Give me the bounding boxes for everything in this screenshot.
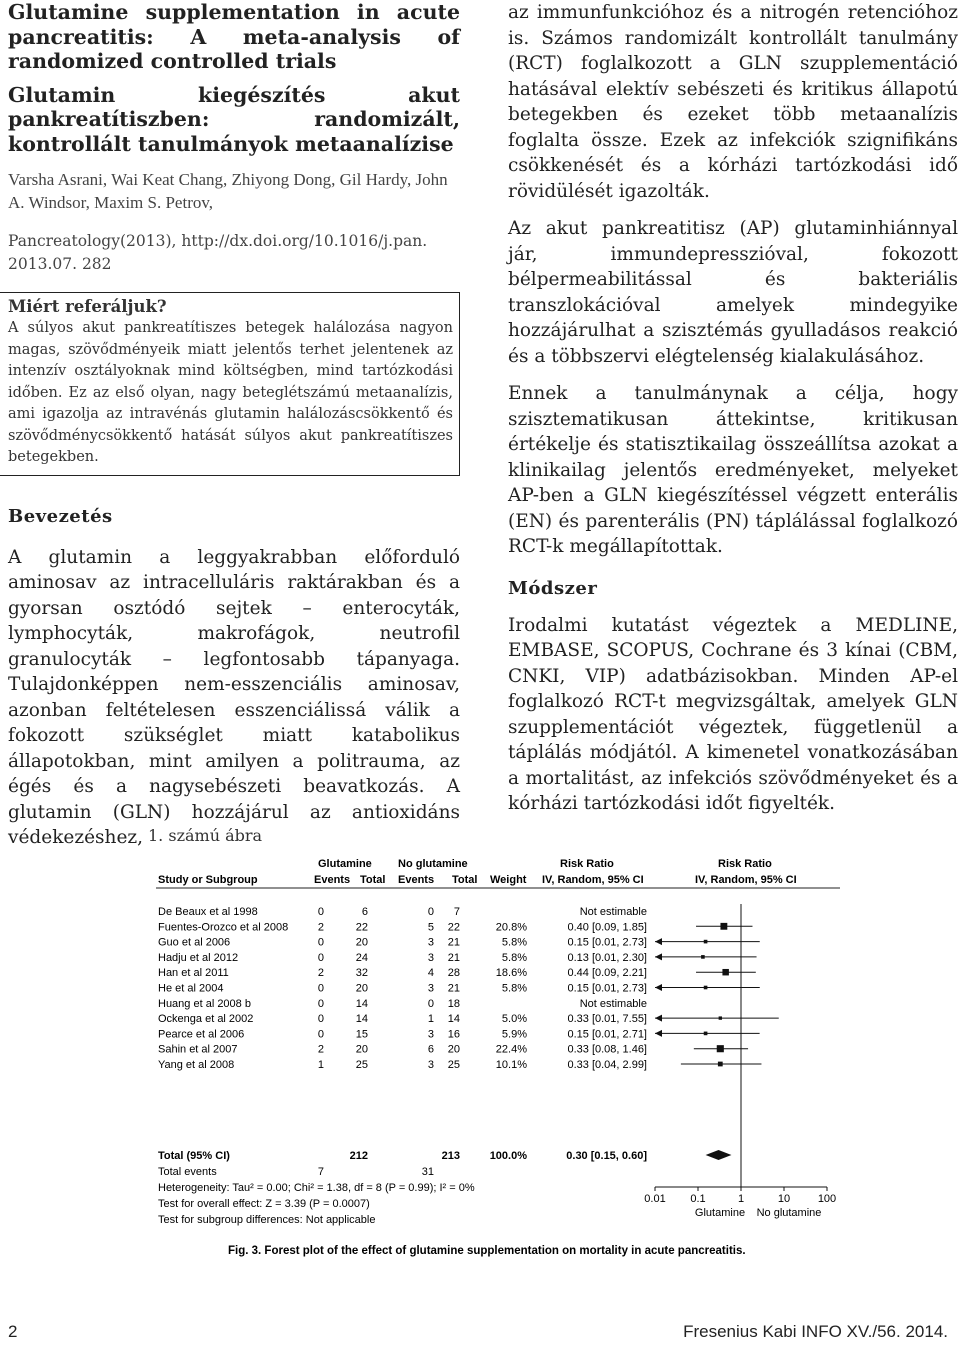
study-weight: 5.8% — [501, 951, 527, 964]
box-heading: Miért referáljuk? — [8, 297, 167, 316]
study-total-glutamine: 25 — [355, 1059, 368, 1071]
study-name: Yang et al 2008 — [158, 1059, 235, 1071]
ci-arrow-icon — [655, 984, 662, 991]
header-weight: Weight — [490, 874, 527, 886]
study-name: Hadju et al 2012 — [158, 951, 239, 964]
ci-arrow-icon — [655, 953, 662, 960]
study-total-glutamine: 22 — [355, 921, 368, 934]
methods-heading: Módszer — [508, 577, 598, 599]
total-events-e1: 7 — [317, 1166, 324, 1178]
study-total-control: 21 — [447, 982, 460, 995]
study-name: Fuentes-Orozco et al 2008 — [158, 921, 289, 934]
study-ci: 0.15 [0.01, 2.73] — [567, 936, 647, 949]
study-total-control: 21 — [447, 936, 460, 949]
total-diamond — [706, 1150, 732, 1160]
x-tick-label: 100 — [817, 1193, 837, 1205]
overall-effect-text: Test for overall effect: Z = 3.39 (P = 0.0007) — [158, 1198, 370, 1210]
total-weight: 100.0% — [489, 1150, 527, 1162]
figure-caption: Fig. 3. Forest plot of the effect of glutamine supplementation on mortality in acute pancreatitis. — [228, 1245, 746, 1257]
study-ci: Not estimable — [579, 997, 647, 1010]
study-weight: 5.8% — [501, 982, 527, 995]
study-name: He et al 2004 — [158, 982, 224, 995]
study-events-glutamine: 0 — [317, 982, 324, 995]
effect-square — [720, 923, 727, 930]
x-tick-label: 0.01 — [644, 1193, 666, 1205]
study-events-glutamine: 2 — [317, 921, 324, 934]
effect-square — [701, 955, 705, 959]
study-ci: 0.15 [0.01, 2.71] — [567, 1028, 647, 1041]
study-total-control: 21 — [447, 951, 460, 964]
study-ci: 0.33 [0.01, 7.55] — [567, 1013, 647, 1026]
study-total-control: 20 — [447, 1043, 460, 1056]
header-no-glutamine: No glutamine — [398, 858, 468, 870]
study-name: De Beaux et al 1998 — [158, 906, 258, 918]
header-glutamine: Glutamine — [318, 858, 372, 870]
heterogeneity-text: Heterogeneity: Tau² = 0.00; Chi² = 1.38, df = 8 (P = 0.99); I² = 0% — [158, 1182, 475, 1194]
ci-arrow-icon — [655, 938, 662, 945]
study-events-control: 3 — [427, 951, 434, 964]
subgroup-text: Test for subgroup differences: Not applicable — [158, 1214, 376, 1226]
total-label: Total (95% CI) — [158, 1150, 230, 1162]
x-tick-label: 0.1 — [690, 1193, 706, 1205]
study-total-control: 25 — [447, 1059, 460, 1071]
right-paragraph-1: az immunfunkcióhoz és a nitrogén retencióhoz is. Számos randomizált kontrollált tanulmány (RCT) foglalkozott a GLN szupplementáció hatásával elektív sebészeti és kritikus állapotú betegekben és ezeket több metaanalízis foglalta össze. Ezek az infekciók szignifikáns csökkenését és a kórházi tartózkodási idő rövidülését igazolták. — [508, 2, 958, 202]
study-events-control: 0 — [427, 906, 434, 918]
why-review-box — [0, 292, 460, 476]
study-total-glutamine: 20 — [355, 936, 368, 949]
study-events-glutamine: 1 — [317, 1059, 324, 1071]
left-column — [8, 0, 460, 851]
total-row — [158, 1150, 647, 1226]
study-name: Sahin et al 2007 — [158, 1043, 238, 1056]
study-events-glutamine: 0 — [317, 1028, 324, 1041]
study-events-glutamine: 2 — [317, 967, 324, 980]
study-weight: 22.4% — [495, 1043, 527, 1056]
effect-square — [718, 1062, 723, 1067]
study-ci: 0.40 [0.09, 1.85] — [567, 921, 647, 934]
header-method-plot: IV, Random, 95% CI — [695, 874, 797, 886]
article-citation: Pancreatology(2013), http://dx.doi.org/10.1016/j.pan. 2013.07. 282 — [8, 232, 428, 273]
study-name: Guo et al 2006 — [158, 936, 231, 949]
header-total: Total — [360, 874, 386, 886]
study-events-glutamine: 2 — [317, 1043, 324, 1056]
study-weight: 5.0% — [501, 1013, 527, 1026]
right-column — [508, 0, 958, 817]
total-ci: 0.30 [0.15, 0.60] — [566, 1150, 647, 1162]
study-total-control: 28 — [447, 967, 460, 980]
forest-plot — [150, 852, 850, 1262]
study-weight: 10.1% — [495, 1059, 527, 1071]
effect-square — [704, 940, 708, 944]
header-events: Events — [314, 874, 351, 886]
ci-arrow-icon — [655, 1015, 662, 1022]
study-events-glutamine: 0 — [317, 997, 324, 1010]
total-t1: 212 — [349, 1150, 368, 1162]
study-events-control: 3 — [427, 1059, 434, 1071]
study-ci: 0.33 [0.08, 1.46] — [567, 1043, 647, 1056]
study-total-glutamine: 14 — [355, 1013, 368, 1026]
study-total-glutamine: 32 — [355, 967, 368, 980]
study-events-glutamine: 0 — [317, 906, 324, 918]
effect-square — [704, 1032, 708, 1036]
study-total-control: 18 — [447, 997, 460, 1010]
study-total-glutamine: 15 — [355, 1028, 368, 1041]
header-events-2: Events — [398, 874, 435, 886]
methods-paragraph: Irodalmi kutatást végeztek a MEDLINE, EMBASE, SCOPUS, Cochrane és 3 kínai (CBM, CNKI, VIP) adatbázisokban. Minden AP-el foglalkozó RCT-t megvizsgáltak, amelyek GLN szupplementációt végeztek, függetlenül a táplálás módjától. A kimenetel vonatkozásában a mortalitást, az infekciós szövődményeket és a kórházi tartózkodási időt figyelték. — [508, 614, 958, 814]
study-events-control: 5 — [427, 921, 434, 934]
study-events-control: 3 — [427, 936, 434, 949]
header-risk-ratio-plot: Risk Ratio — [718, 858, 772, 870]
study-ci: Not estimable — [579, 906, 647, 918]
study-events-control: 4 — [427, 967, 434, 980]
study-ci: 0.15 [0.01, 2.73] — [567, 982, 647, 995]
study-weight: 18.6% — [495, 967, 527, 980]
right-paragraph-2: Az akut pankreatitisz (AP) glutaminhiánnyal jár, immundepresszióval, fokozott bélpermeabilitással és bakteriális transzlokációval amelyek mindegyike hozzájárulhat a szisztémás gyulladásos reakció és a többszervi elégtelenség kialakulásához. — [508, 218, 958, 367]
study-events-control: 6 — [427, 1043, 434, 1056]
study-weight: 5.8% — [501, 936, 527, 949]
study-events-glutamine: 0 — [317, 936, 324, 949]
header-total-2: Total — [452, 874, 478, 886]
study-rows — [158, 906, 647, 1071]
study-total-glutamine: 20 — [355, 1043, 368, 1056]
effect-square — [717, 1045, 724, 1052]
study-events-control: 0 — [427, 997, 434, 1010]
total-events-label: Total events — [158, 1166, 217, 1178]
study-events-control: 1 — [427, 1013, 434, 1026]
study-name: Han et al 2011 — [158, 967, 229, 980]
study-weight: 20.8% — [495, 921, 527, 934]
x-tick-label: 10 — [777, 1193, 791, 1205]
box-text: A súlyos akut pankreatítiszes betegek halálozása nagyon magas, szövődményeik miatt jelentős terhet jelentenek az intenzív osztályoknak mind költségben, mind tartózkodási időben. Ez az első olyan, nagy beteglétszámú metaanalízis, ami igazolja az intravénás glutamin halálozáscsökkentő és szövődménycsökkentő hatását súlyos akut pankreatítiszes betegekben. — [8, 320, 453, 465]
study-name: Ockenga et al 2002 — [158, 1013, 254, 1026]
figure-label: 1. számú ábra — [148, 826, 263, 845]
ci-arrow-icon — [655, 1030, 662, 1037]
intro-heading: Bevezetés — [8, 505, 113, 527]
x-tick-label: 1 — [737, 1193, 745, 1205]
intro-paragraph: A glutamin a leggyakrabban előforduló aminosav az intracelluláris raktárakban és a gyorsan osztódó sejtek – enterocyták, lymphocyták, makrofágok, neutrofil granulocyták – legfontosabb tápanyaga. Tulajdonképpen nem-esszenciális aminosav, azonban feltételesen esszenciálissá válik a fokozott szükséglet miatt katabolikus állapotokban, mint amilyen a politrauma, az égés és a nagysebészeti beavatkozás. A glutamin (GLN) hozzájárul az antioxidáns védekezéshez, — [8, 546, 460, 848]
study-ci: 0.44 [0.09, 2.21] — [567, 967, 647, 980]
effect-square — [719, 1016, 722, 1019]
page-number: 2 — [8, 1322, 18, 1341]
study-name: Huang et al 2008 b — [158, 997, 251, 1010]
study-weight: 5.9% — [501, 1028, 527, 1041]
x-axis-left-label: Glutamine — [694, 1207, 746, 1219]
study-total-glutamine: 24 — [355, 951, 368, 964]
x-axis-right-label: No glutamine — [756, 1207, 822, 1219]
study-total-control: 7 — [453, 906, 460, 918]
study-events-glutamine: 0 — [317, 1013, 324, 1026]
study-name: Pearce et al 2006 — [158, 1028, 245, 1041]
article-title-english: Glutamine supplementation in acute pancreatitis: A meta-analysis of randomized controlled trials — [8, 0, 460, 73]
article-title-hungarian: Glutamin kiegészítés akut pankreatítiszben: randomizált, kontrollált tanulmányok metaanalízise — [8, 82, 460, 156]
study-events-glutamine: 0 — [317, 951, 324, 964]
journal-name: Fresenius Kabi INFO XV./56. 2014. — [683, 1322, 948, 1341]
study-total-control: 14 — [447, 1013, 460, 1026]
study-ci: 0.13 [0.01, 2.30] — [567, 951, 647, 964]
total-t2: 213 — [441, 1150, 460, 1162]
study-events-control: 3 — [427, 982, 434, 995]
right-paragraph-3: Ennek a tanulmánynak a célja, hogy szisztematikusan áttekintse, kritikusan értékelje és statisztikailag összeállítsa azokat a klinikailag jelentős eredményeket, melyeket AP-ben a GLN kiegészítéssel végzett enterális (EN) és parenterális (PN) táplálással foglalkozó RCT-k megállapítottak. — [508, 383, 958, 557]
article-authors: Varsha Asrani, Wai Keat Chang, Zhiyong Dong, Gil Hardy, John A. Windsor, Maxim S. Petrov, — [8, 170, 448, 212]
effect-square — [704, 986, 708, 990]
study-ci: 0.33 [0.04, 2.99] — [567, 1059, 647, 1071]
plot-axis — [644, 904, 836, 1219]
study-total-glutamine: 14 — [355, 997, 368, 1010]
total-events-e2: 31 — [421, 1166, 434, 1178]
study-events-control: 3 — [427, 1028, 434, 1041]
study-total-glutamine: 20 — [355, 982, 368, 995]
effect-square — [722, 969, 728, 975]
study-total-control: 22 — [447, 921, 460, 934]
study-total-glutamine: 6 — [361, 906, 368, 918]
header-study: Study or Subgroup — [158, 874, 258, 886]
plot-marks — [655, 923, 779, 1160]
header-method: IV, Random, 95% CI — [542, 874, 644, 886]
study-total-control: 16 — [447, 1028, 460, 1041]
header-risk-ratio: Risk Ratio — [560, 858, 614, 870]
